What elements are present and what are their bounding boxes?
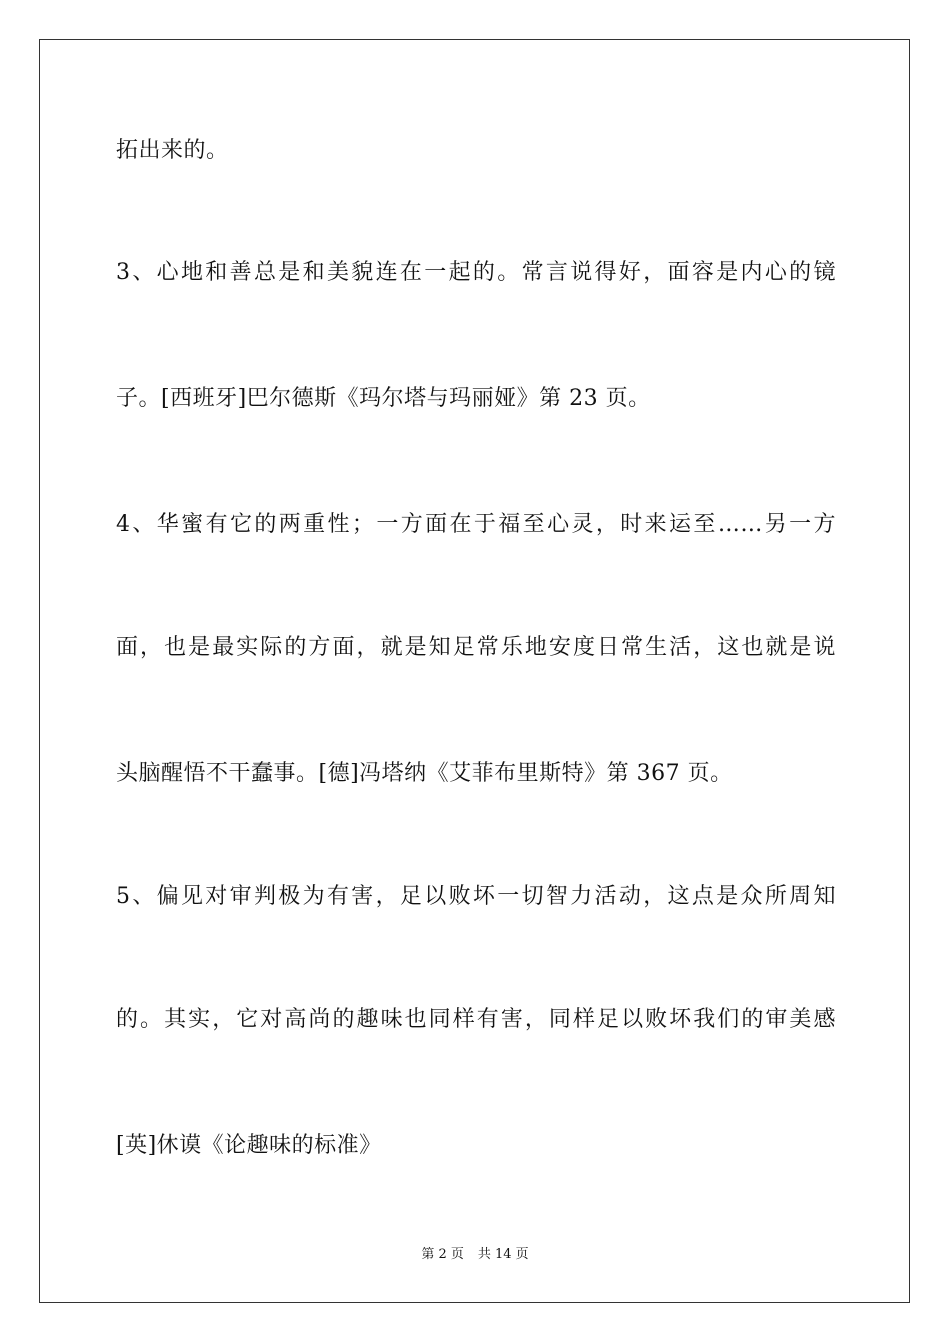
page-number: 第 2 页: [421, 1247, 464, 1262]
text-line: 的。其实，它对高尚的趣味也同样有害，同样足以败坏我们的审美感: [116, 1007, 836, 1032]
text-line: 5、偏见对审判极为有害，足以败坏一切智力活动，这点是众所周知: [116, 884, 836, 909]
text-line: 3、心地和善总是和美貌连在一起的。常言说得好，面容是内心的镜: [116, 260, 836, 285]
text-line: 子。[西班牙]巴尔德斯《玛尔塔与玛丽娅》第 23 页。: [116, 386, 651, 411]
page-total: 共 14 页: [477, 1247, 529, 1262]
text-line: [英]休谟《论趣味的标准》: [116, 1133, 382, 1158]
text-line: 头脑醒悟不干蠢事。[德]冯塔纳《艾菲布里斯特》第 367 页。: [116, 761, 733, 786]
text-line: 拓出来的。: [116, 138, 229, 163]
page-border: [39, 39, 910, 1303]
text-line: 4、华蜜有它的两重性；一方面在于福至心灵，时来运至……另一方: [116, 512, 836, 537]
page-footer: [0, 1246, 950, 1264]
text-line: 面，也是最实际的方面，就是知足常乐地安度日常生活，这也就是说: [116, 635, 836, 660]
